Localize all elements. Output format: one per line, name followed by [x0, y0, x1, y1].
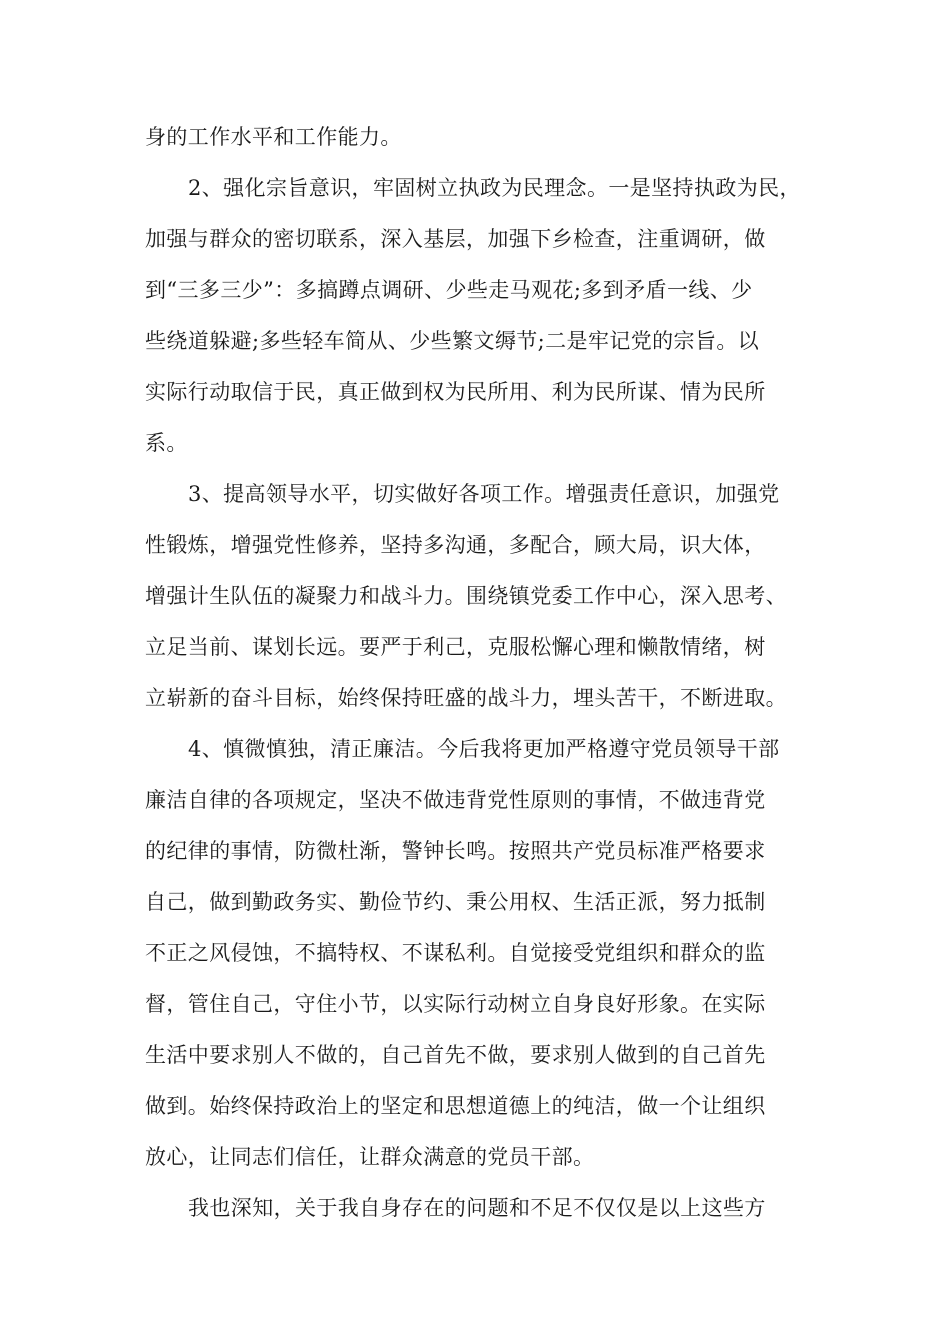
text-line: 实际行动取信于民，真正做到权为民所用、利为民所谋、情为民所: [145, 380, 766, 404]
text-line: 立崭新的奋斗目标，始终保持旺盛的战斗力，埋头苦干，不断进取。: [145, 686, 787, 710]
text-line: 增强计生队伍的凝聚力和战斗力。围绕镇党委工作中心，深入思考、: [145, 584, 787, 608]
text-line: 些绕道躲避;多些轻车简从、少些繁文缛节;二是牢记党的宗旨。以: [145, 329, 760, 353]
text-line: 身的工作水平和工作能力。: [145, 125, 402, 149]
text-line: 廉洁自律的各项规定，坚决不做违背党性原则的事情，不做违背党: [145, 788, 766, 812]
paragraph-5-start: 我也深知，关于我自身存在的问题和不足不仅仅是以上这些方: [188, 1196, 766, 1220]
text-line: 到“三多三少”：多搞蹲点调研、少些走马观花;多到矛盾一线、少: [145, 278, 753, 302]
text-line: 不正之风侵蚀，不搞特权、不谋私利。自觉接受党组织和群众的监: [145, 941, 766, 965]
text-line: 的纪律的事情，防微杜渐，警钟长鸣。按照共产党员标准严格要求: [145, 839, 766, 863]
text-line: 做到。始终保持政治上的坚定和思想道德上的纯洁，做一个让组织: [145, 1094, 766, 1118]
text-line: 生活中要求别人不做的，自己首先不做，要求别人做到的自己首先: [145, 1043, 766, 1067]
paragraph-4-start: 4、慎微慎独，清正廉洁。今后我将更加严格遵守党员领导干部: [188, 737, 780, 761]
text-line: 放心，让同志们信任，让群众满意的党员干部。: [145, 1145, 595, 1169]
text-line: 督，管住自己，守住小节，以实际行动树立自身良好形象。在实际: [145, 992, 766, 1016]
text-line: 自己，做到勤政务实、勤俭节约、秉公用权、生活正派，努力抵制: [145, 890, 766, 914]
text-line: 立足当前、谋划长远。要严于利己，克服松懈心理和懒散情绪，树: [145, 635, 766, 659]
paragraph-2-start: 2、强化宗旨意识，牢固树立执政为民理念。一是坚持执政为民，: [188, 176, 801, 200]
text-line: 加强与群众的密切联系，深入基层，加强下乡检查，注重调研，做: [145, 227, 766, 251]
paragraph-3-start: 3、提高领导水平，切实做好各项工作。增强责任意识，加强党: [188, 482, 780, 506]
text-line: 性锻炼，增强党性修养，坚持多沟通，多配合，顾大局，识大体，: [145, 533, 766, 557]
document-body: [145, 112, 835, 1234]
text-line: 系。: [145, 431, 188, 455]
